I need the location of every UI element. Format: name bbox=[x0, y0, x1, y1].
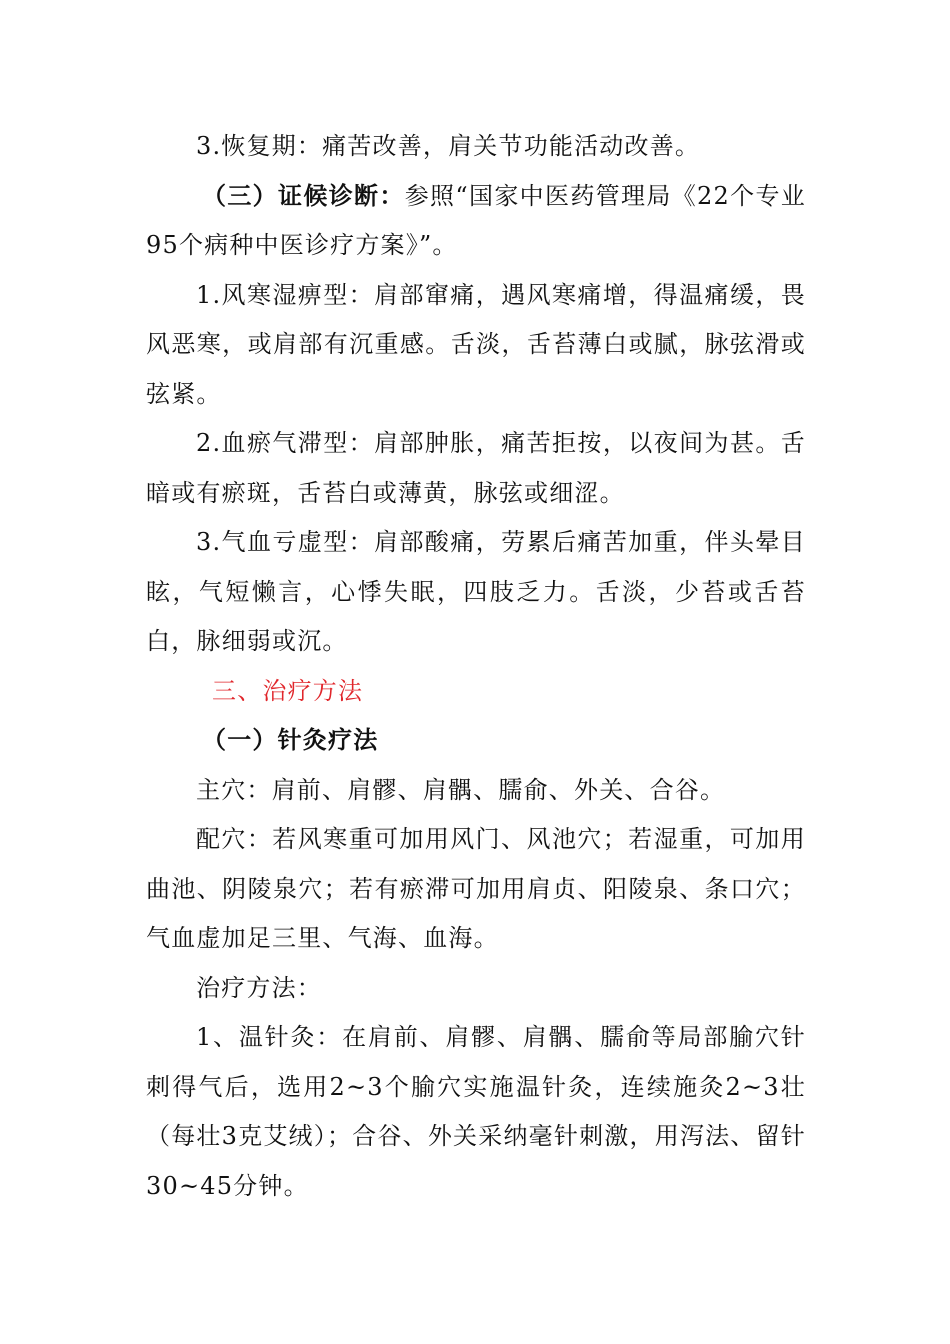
syndrome-diagnosis-text: 参照“国家中医药管理局《22个专业95个病种中医诊疗方案》”。 bbox=[146, 181, 806, 259]
recovery-period-paragraph: 3.恢复期：痛苦改善，肩关节功能活动改善。 bbox=[196, 132, 701, 160]
document-page bbox=[146, 122, 806, 1211]
warm-needle-paragraph: 1、温针灸：在肩前、肩髎、肩髃、臑俞等局部腧穴针刺得气后，选用2~3个腧穴实施温针灸，连续施灸2~3壮（每壮3克艾绒）；合谷、外关采纳毫针刺激，用泻法、留针30~45分钟。 bbox=[146, 1023, 806, 1200]
treatment-method-section-heading: 三、治疗方法 bbox=[212, 676, 364, 705]
syndrome-diagnosis-paragraph bbox=[146, 172, 806, 271]
syndrome-diagnosis-heading: （三）证候诊断： bbox=[202, 181, 405, 210]
treatment-method-label: 治疗方法： bbox=[196, 973, 322, 1002]
acupuncture-therapy-heading: （一）针灸疗法 bbox=[202, 726, 379, 754]
qi-blood-deficiency-type-paragraph: 3.气血亏虚型：肩部酸痛，劳累后痛苦加重，伴头晕目眩，气短懒言，心悸失眠，四肢乏力。舌淡，少苔或舌苔白，脉细弱或沉。 bbox=[146, 528, 806, 655]
main-points-paragraph: 主穴：肩前、肩髎、肩髃、臑俞、外关、合谷。 bbox=[196, 775, 726, 804]
supplementary-points-paragraph: 配穴：若风寒重可加用风门、风池穴；若湿重，可加用曲池、阴陵泉穴；若有瘀滞可加用肩贞、阳陵泉、条口穴；气血虚加足三里、气海、血海。 bbox=[146, 825, 806, 952]
wind-cold-damp-type-paragraph: 1.风寒湿痹型：肩部窜痛，遇风寒痛增，得温痛缓，畏风恶寒，或肩部有沉重感。舌淡，舌苔薄白或腻，脉弦滑或弦紧。 bbox=[146, 280, 806, 408]
blood-stasis-type-paragraph: 2.血瘀气滞型：肩部肿胀，痛苦拒按，以夜间为甚。舌暗或有瘀斑，舌苔白或薄黄，脉弦或细涩。 bbox=[146, 429, 806, 507]
